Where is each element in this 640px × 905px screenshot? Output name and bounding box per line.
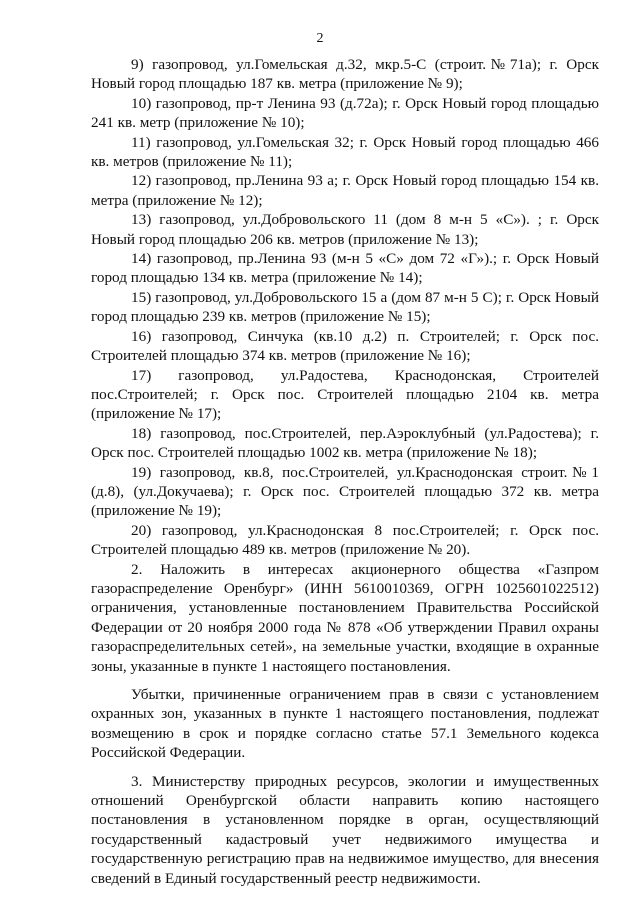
section-3-paragraph: 3. Министерству природных ресурсов, экологии и имущественных отношений Оренбургской области направить копию настоящего постановления в установленном порядке в орган, осуществляющий государственный кадастровый учет недвижимого имущества и государственную регистрацию прав на недвижимое имущество, для внесения сведений в Единый государственный реестр недвижимости. — [91, 772, 599, 887]
list-item: 9) газопровод, ул.Гомельская д.32, мкр.5-С (строит.№71а); г. Орск Новый город площадью 187 кв. метра (приложение № 9); — [91, 56, 599, 93]
losses-paragraph: Убытки, причиненные ограничением прав в связи с установлением охранных зон, указанных в пункте 1 настоящего постановления, подлежат возмещению в срок и порядке согласно статье 57.1 Земельного кодекса Российской Федерации. — [91, 686, 599, 762]
list-item: 16) газопровод, Синчука (кв.10 д.2) п. Строителей; г. Орск пос. Строителей площадью 374 кв. метров (приложение № 16); — [91, 327, 599, 365]
page-number: 2 — [316, 31, 324, 46]
list-item: 19) газопровод, кв.8, пос.Строителей, ул.Краснодонская строит.№1 (д.8), (ул.Докучаева); г. Орск пос. Строителей площадью 372 кв. метра (приложение № 19); — [91, 463, 599, 520]
list-item: 20) газопровод, ул.Краснодонская 8 пос.Строителей; г. Орск пос. Строителей площадью 489 кв. метров (приложение № 20). — [91, 521, 599, 559]
list-item: 12) газопровод, пр.Ленина 93 а; г. Орск Новый город площадью 154 кв. метра (приложение № 12); — [91, 172, 599, 209]
document-body — [91, 55, 599, 888]
section-2-paragraph: 2. Наложить в интересах акционерного общества «Газпром газораспределение Оренбург» (ИНН 5610010369, ОГРН 1025601022512) ограничения, установленные постановлением Правительства Российской Федерации от 20 ноября 2000 года № 878 «Об утверждении Правил охраны газораспределительных сетей», на земельные участки, входящие в охранные зоны, указанные в пункте 1 настоящего постановления. — [91, 560, 599, 675]
list-item: 13) газопровод, ул.Добровольского 11 (дом 8 м-н 5 «С»). ; г. Орск Новый город площадью 206 кв. метров (приложение № 13); — [91, 211, 599, 248]
list-item: 11) газопровод, ул.Гомельская 32; г. Орск Новый город площадью 466 кв. метров (приложение № 11); — [91, 133, 599, 171]
list-item: 14) газопровод, пр.Ленина 93 (м-н 5 «С» дом 72 «Г»).; г. Орск Новый город площадью 134 кв. метра (приложение № 14); — [91, 250, 599, 287]
list-item: 18) газопровод, пос.Строителей, пер.Аэроклубный (ул.Радостева); г. Орск пос. Строителей площадью 1002 кв. метра (приложение № 18); — [91, 424, 599, 462]
list-item: 17) газопровод, ул.Радостева, Краснодонская, Строителей пос.Строителей; г. Орск пос. Строителей площадью 2104 кв. метра (приложение № 17); — [91, 366, 599, 423]
list-item: 15) газопровод, ул.Добровольского 15 а (дом 87 м-н 5 С); г. Орск Новый город площадью 239 кв. метров (приложение № 15); — [91, 288, 599, 326]
list-item: 10) газопровод, пр-т Ленина 93 (д.72а); г. Орск Новый город площадью 241 кв. метр (приложение № 10); — [91, 94, 599, 132]
